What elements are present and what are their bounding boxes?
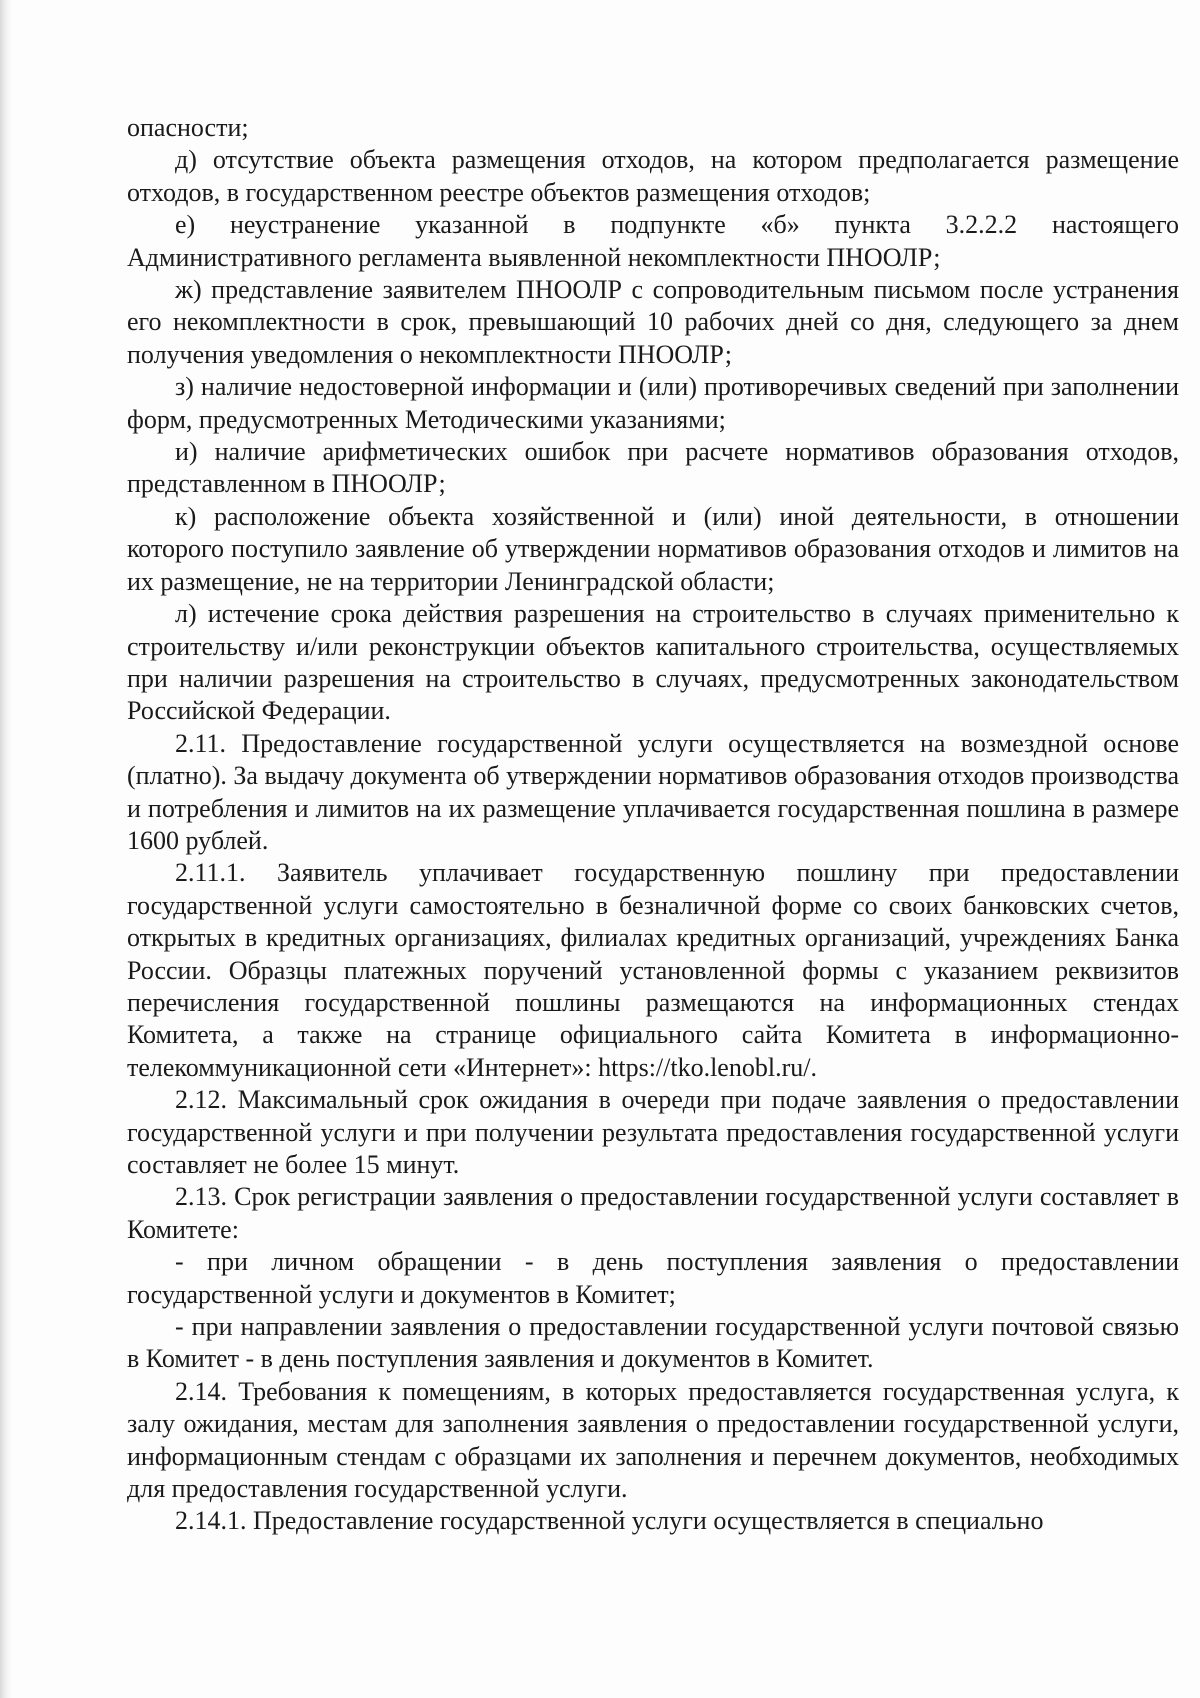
scan-edge [0,0,14,1698]
website-link[interactable]: https://tko.lenobl.ru/. [598,1052,817,1082]
paragraph-item-l: л) истечение срока действия разрешения на строительство в случаях применительно к строительству и/или реконструкции объектов капитального строительства, осуществляемых при наличии разрешения на строительство в случаях, предусмотренных законодательством Российской Федерации. [127,599,1179,726]
paragraph-2-14: 2.14. Требования к помещениям, в которых предоставляется государственная услуга, к залу ожидания, местам для заполнения заявления о предоставлении государственной услуги, информационным стендам с образцами их заполнения и перечнем документов, необходимых для предоставления государственной услуги. [127,1376,1179,1504]
paragraph-2-13-personal: - при личном обращении - в день поступления заявления о предоставлении государственной услуги и документов в Комитет; [127,1247,1179,1309]
document-body [127,112,1179,1538]
paragraph-2-13-post: - при направлении заявления о предоставлении государственной услуги почтовой связью в Комитет - в день поступления заявления и документов в Комитет. [127,1312,1179,1374]
paragraph-2-13: 2.13. Срок регистрации заявления о предоставлении государственной услуги составляет в Комитете: [127,1182,1179,1244]
paragraph-item-z: з) наличие недостоверной информации и (или) противоречивых сведений при заполнении форм, предусмотренных Методическими указаниями; [127,372,1179,434]
paragraph-2-11-1-text: 2.11.1. Заявитель уплачивает государственную пошлину при предоставлении государственной услуги самостоятельно в безналичной форме со своих банковских счетов, открытых в кредитных организациях, филиалах кредитных организаций, учреждениях Банка России. Образцы платежных поручений установленной формы с указанием реквизитов перечисления государственной пошлины размещаются на информационных стендах Комитета, а также на странице официального сайта Комитета в информационно-телекоммуникационной сети «Интернет»: [127,858,1179,1082]
paragraph-2-11: 2.11. Предоставление государственной услуги осуществляется на возмездной основе (платно). За выдачу документа об утверждении нормативов образования отходов производства и потребления и лимитов на их размещение уплачивается государственная пошлина в размере 1600 рублей. [127,728,1179,855]
paragraph-2-11-1 [127,857,1179,1084]
paragraph-item-d: д) отсутствие объекта размещения отходов, на котором предполагается размещение отходов, в государственном реестре объектов размещения отходов; [127,145,1179,207]
paragraph-item-k: к) расположение объекта хозяйственной и (или) иной деятельности, в отношении которого поступило заявление об утверждении нормативов образования отходов и лимитов на их размещение, не на территории Ленинградской области; [127,501,1179,596]
paragraph-item-e: е) неустранение указанной в подпункте «б» пункта 3.2.2.2 настоящего Административного регламента выявленной некомплектности ПНООЛР; [127,210,1179,272]
paragraph-item-zh: ж) представление заявителем ПНООЛР с сопроводительным письмом после устранения его некомплектности в срок, превышающий 10 рабочих дней со дня, следующего за днем получения уведомления о некомплектности ПНООЛР; [127,275,1179,369]
paragraph-continuation: опасности; [127,113,249,142]
paragraph-item-i: и) наличие арифметических ошибок при расчете нормативов образования отходов, представленном в ПНООЛР; [127,437,1179,499]
paragraph-2-12: 2.12. Максимальный срок ожидания в очереди при подаче заявления о предоставлении государственной услуги и при получении результата предоставления государственной услуги составляет не более 15 минут. [127,1085,1179,1179]
paragraph-2-14-1: 2.14.1. Предоставление государственной услуги осуществляется в специально [175,1506,1044,1536]
